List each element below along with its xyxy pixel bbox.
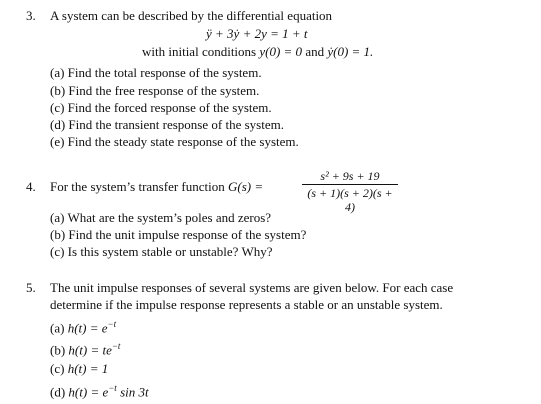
impulse-response-expr: h(t) = e (68, 384, 109, 400)
impulse-response-expr: h(t) = 1 (67, 361, 109, 376)
problem-3-initial-conditions (142, 44, 373, 59)
problem-3-part-c: (c) Find the forced response of the system. (50, 100, 272, 115)
impulse-response-expr: h(t) = te (68, 342, 112, 358)
problem-3-part-d: (d) Find the transient response of the system. (50, 117, 284, 132)
part-label: (c) (50, 361, 65, 376)
problem-5-part-a (50, 317, 116, 335)
problem-5-part-c (50, 361, 108, 376)
problem-3-equation: ÿ + 3ẏ + 2y = 1 + t (206, 26, 308, 41)
part-label: (a) (50, 320, 65, 336)
ic-prefix: with initial conditions (142, 44, 257, 59)
problem-4-part-a: (a) What are the system’s poles and zeros? (50, 210, 272, 225)
impulse-response-expr: h(t) = e (67, 320, 108, 336)
problem-5-number: 5. (26, 280, 36, 295)
fraction-bar (302, 184, 398, 185)
problem-4-part-c: (c) Is this system stable or unstable? Why? (50, 244, 273, 259)
problem-4-text: For the system’s transfer function (50, 179, 228, 194)
problem-3-statement: A system can be described by the differential equation (50, 8, 333, 23)
part-label: (b) (50, 342, 66, 358)
problem-5-part-d (50, 381, 149, 399)
ic-y0: y(0) = 0 (259, 44, 303, 59)
problem-5-line-2: determine if the impulse response represents a stable or an unstable system. (50, 297, 443, 312)
transfer-function-fraction (302, 169, 398, 214)
exponent: −t (108, 383, 117, 393)
problem-4-number: 4. (26, 179, 36, 194)
problem-3-part-a: (a) Find the total response of the system. (50, 65, 262, 80)
ic-and: and (305, 44, 325, 59)
ic-ydot0: ẏ(0) = 1. (327, 44, 374, 59)
transfer-function-denominator: (s + 1)(s + 2)(s + 4) (307, 186, 393, 214)
part-label: (d) (50, 384, 66, 400)
problem-3-part-e: (e) Find the steady state response of the system. (50, 134, 299, 149)
exponent: −t (107, 319, 117, 329)
problem-5-part-b (50, 339, 120, 357)
transfer-function-lhs: G(s) = (228, 179, 264, 194)
exponent: −t (111, 341, 121, 351)
problem-4-statement (50, 179, 263, 194)
problem-5-line-1: The unit impulse responses of several systems are given below. For each case (50, 280, 454, 295)
problem-3-number: 3. (26, 8, 36, 23)
problem-3-part-b: (b) Find the free response of the system. (50, 83, 260, 98)
transfer-function-numerator: s² + 9s + 19 (320, 169, 380, 183)
problem-4-part-b: (b) Find the unit impulse response of the system? (50, 227, 307, 242)
impulse-response-tail: sin 3t (120, 384, 149, 400)
